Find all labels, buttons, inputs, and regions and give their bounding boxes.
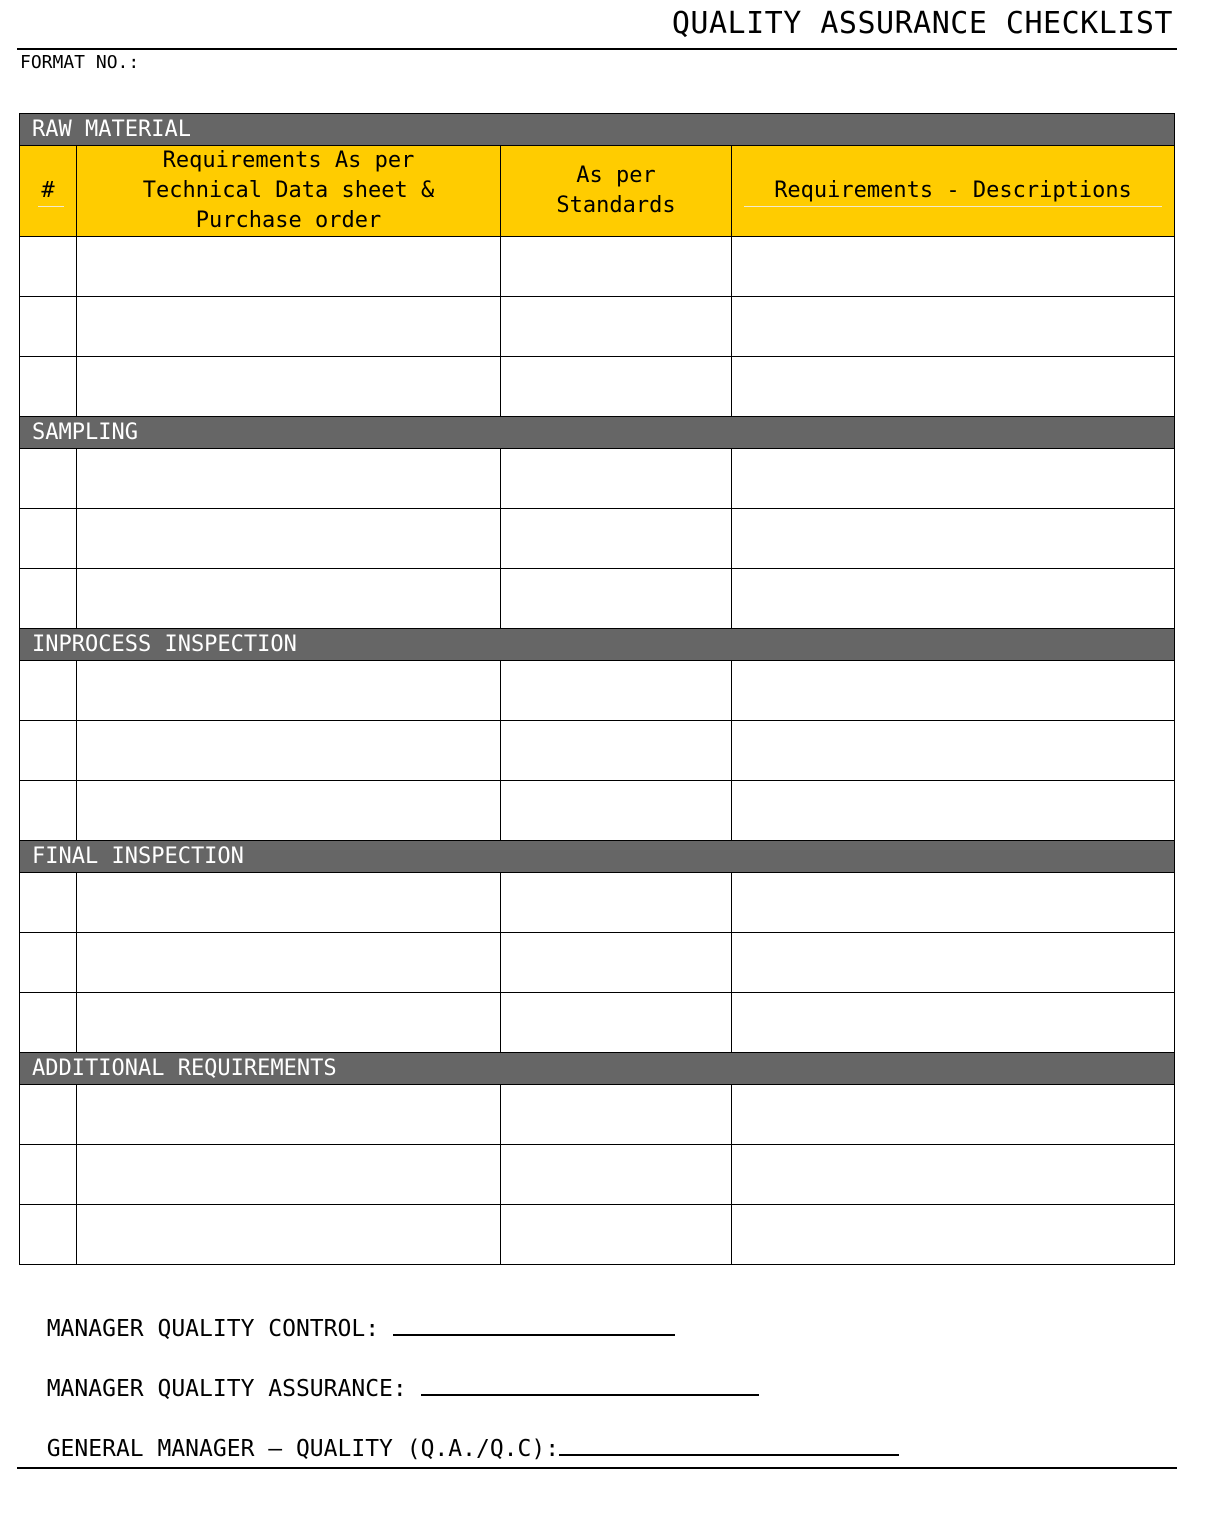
standards-cell[interactable] — [501, 569, 732, 629]
signature-line[interactable] — [393, 1312, 675, 1336]
row-number-cell[interactable] — [20, 297, 77, 357]
bottom-divider — [17, 1467, 1177, 1469]
row-number-cell[interactable] — [20, 1085, 77, 1145]
technical-requirement-cell[interactable] — [77, 661, 501, 721]
signature-line[interactable] — [559, 1432, 899, 1456]
row-number-cell[interactable] — [20, 721, 77, 781]
signature-manager-quality-assurance — [19, 1346, 759, 1402]
technical-requirement-cell[interactable] — [77, 781, 501, 841]
row-number-cell[interactable] — [20, 569, 77, 629]
technical-requirement-cell[interactable] — [77, 357, 501, 417]
description-cell[interactable] — [732, 297, 1175, 357]
table-row — [20, 509, 1175, 569]
table-row — [20, 933, 1175, 993]
row-number-cell[interactable] — [20, 873, 77, 933]
row-number-cell[interactable] — [20, 509, 77, 569]
standards-cell[interactable] — [501, 661, 732, 721]
signature-line[interactable] — [421, 1372, 759, 1396]
description-cell[interactable] — [732, 781, 1175, 841]
section-row-additional-requirements — [20, 1053, 1175, 1085]
column-header-number: # — [20, 146, 77, 237]
section-title: INPROCESS INSPECTION — [20, 629, 1175, 661]
description-cell[interactable] — [732, 237, 1175, 297]
table-row — [20, 661, 1175, 721]
row-number-cell[interactable] — [20, 357, 77, 417]
table-row — [20, 873, 1175, 933]
description-cell[interactable] — [732, 1205, 1175, 1265]
technical-requirement-cell[interactable] — [77, 993, 501, 1053]
column-header-row — [20, 146, 1175, 237]
table-row — [20, 449, 1175, 509]
standards-cell[interactable] — [501, 1205, 732, 1265]
technical-requirement-cell[interactable] — [77, 297, 501, 357]
standards-cell[interactable] — [501, 509, 732, 569]
description-cell[interactable] — [732, 721, 1175, 781]
section-row-inprocess-inspection — [20, 629, 1175, 661]
section-row-final-inspection — [20, 841, 1175, 873]
section-title: SAMPLING — [20, 417, 1175, 449]
signature-manager-quality-control — [19, 1286, 675, 1342]
standards-cell[interactable] — [501, 297, 732, 357]
document-title: QUALITY ASSURANCE CHECKLIST — [671, 6, 1173, 41]
table-row — [20, 237, 1175, 297]
description-cell[interactable] — [732, 1085, 1175, 1145]
description-cell[interactable] — [732, 933, 1175, 993]
standards-cell[interactable] — [501, 237, 732, 297]
table-row — [20, 297, 1175, 357]
column-header-descriptions: Requirements - Descriptions — [732, 146, 1175, 237]
technical-requirement-cell[interactable] — [77, 1145, 501, 1205]
row-number-cell[interactable] — [20, 781, 77, 841]
row-number-cell[interactable] — [20, 993, 77, 1053]
technical-requirement-cell[interactable] — [77, 1205, 501, 1265]
format-number-label: FORMAT NO.: — [20, 52, 140, 73]
technical-requirement-cell[interactable] — [77, 509, 501, 569]
standards-cell[interactable] — [501, 1145, 732, 1205]
table-row — [20, 569, 1175, 629]
section-row-raw-material — [20, 114, 1175, 146]
signature-general-manager-quality — [19, 1406, 899, 1462]
checklist-table — [19, 113, 1175, 1265]
technical-requirement-cell[interactable] — [77, 721, 501, 781]
section-title: FINAL INSPECTION — [20, 841, 1175, 873]
table-row — [20, 1205, 1175, 1265]
technical-requirement-cell[interactable] — [77, 1085, 501, 1145]
description-cell[interactable] — [732, 873, 1175, 933]
standards-cell[interactable] — [501, 993, 732, 1053]
table-row — [20, 1145, 1175, 1205]
table-row — [20, 1085, 1175, 1145]
standards-cell[interactable] — [501, 449, 732, 509]
table-row — [20, 357, 1175, 417]
row-number-cell[interactable] — [20, 933, 77, 993]
technical-requirement-cell[interactable] — [77, 873, 501, 933]
standards-cell[interactable] — [501, 357, 732, 417]
standards-cell[interactable] — [501, 781, 732, 841]
row-number-cell[interactable] — [20, 449, 77, 509]
signature-label: MANAGER QUALITY CONTROL: — [46, 1316, 393, 1342]
technical-requirement-cell[interactable] — [77, 569, 501, 629]
row-number-cell[interactable] — [20, 1205, 77, 1265]
standards-cell[interactable] — [501, 933, 732, 993]
column-header-standards: As per Standards — [501, 146, 732, 237]
standards-cell[interactable] — [501, 721, 732, 781]
row-number-cell[interactable] — [20, 1145, 77, 1205]
section-row-sampling — [20, 417, 1175, 449]
column-header-technical-requirements: Requirements As per Technical Data sheet & Purchase order — [77, 146, 501, 237]
description-cell[interactable] — [732, 569, 1175, 629]
top-divider — [17, 48, 1177, 50]
description-cell[interactable] — [732, 509, 1175, 569]
description-cell[interactable] — [732, 449, 1175, 509]
table-row — [20, 721, 1175, 781]
description-cell[interactable] — [732, 357, 1175, 417]
section-title: ADDITIONAL REQUIREMENTS — [20, 1053, 1175, 1085]
technical-requirement-cell[interactable] — [77, 237, 501, 297]
description-cell[interactable] — [732, 1145, 1175, 1205]
description-cell[interactable] — [732, 661, 1175, 721]
standards-cell[interactable] — [501, 873, 732, 933]
row-number-cell[interactable] — [20, 661, 77, 721]
description-cell[interactable] — [732, 993, 1175, 1053]
signature-label: MANAGER QUALITY ASSURANCE: — [46, 1376, 421, 1402]
table-row — [20, 993, 1175, 1053]
technical-requirement-cell[interactable] — [77, 933, 501, 993]
standards-cell[interactable] — [501, 1085, 732, 1145]
row-number-cell[interactable] — [20, 237, 77, 297]
signature-label: GENERAL MANAGER – QUALITY (Q.A./Q.C): — [46, 1436, 560, 1462]
table-row — [20, 781, 1175, 841]
section-title: RAW MATERIAL — [20, 114, 1175, 146]
technical-requirement-cell[interactable] — [77, 449, 501, 509]
